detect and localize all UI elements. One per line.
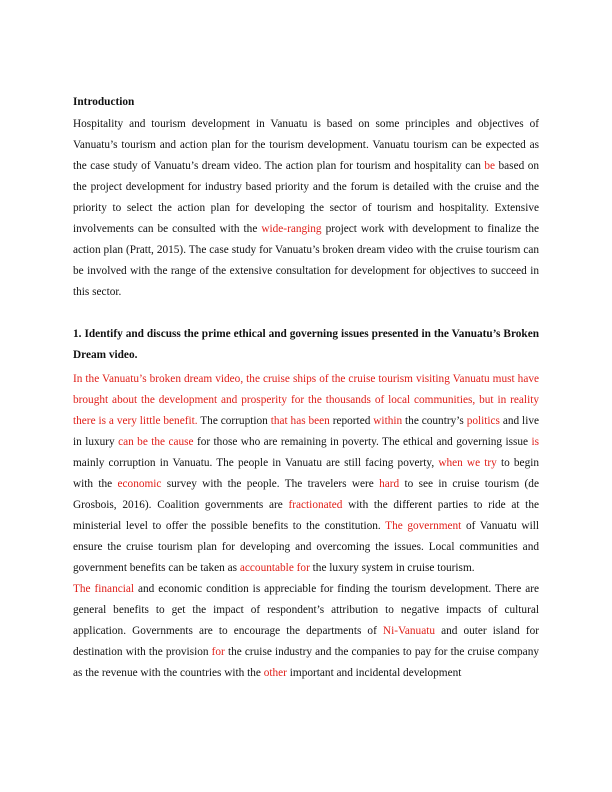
highlighted-text-run: for: [211, 646, 225, 658]
question-1-heading: 1. Identify and discuss the prime ethical and governing issues presented in the Vanuatu’s Broken Dream video.: [73, 328, 539, 361]
text-run: project work with development to finalize the action plan (Pratt, 2015). The case study for Vanuatu’s broken dream video with the cruise tourism can be involved with the range of the extensive consultation for development for objectives to succeed in this sector.: [73, 223, 539, 298]
text-run: to begin with the: [73, 457, 539, 490]
text-run: of Vanuatu will ensure the cruise tourism plan for developing and overcoming the issues. Local communities and government benefits can be taken as: [73, 520, 539, 574]
highlighted-text-run: hard: [379, 478, 400, 490]
highlighted-text-run: politics: [466, 415, 500, 427]
highlighted-text-run: fractionated: [288, 499, 343, 511]
text-run: The corruption: [197, 415, 271, 427]
highlighted-text-run: other: [263, 667, 287, 679]
highlighted-text-run: within: [373, 415, 403, 427]
highlighted-text-run: when we try: [438, 457, 497, 469]
document-body: [73, 92, 539, 684]
text-run: and live in luxury: [73, 415, 539, 448]
text-run: the luxury system in cruise tourism.: [309, 562, 475, 574]
text-run: for those who are remaining in poverty. The ethical and governing issue: [193, 436, 532, 448]
highlighted-text-run: is: [531, 436, 539, 448]
text-run: the country’s: [402, 415, 467, 427]
text-run: reported: [329, 415, 374, 427]
text-run: to see in cruise tourism (de Grosbois, 2016). Coalition governments are: [73, 478, 539, 511]
text-run: based on the project development for industry based priority and the forum is detailed with the cruise and the priority to select the action plan for developing the sector of tourism and hospitality. Extensive involvements can be consulted with the: [73, 160, 539, 235]
introduction-heading: Introduction: [73, 96, 135, 108]
highlighted-text-run: accountable for: [239, 562, 310, 574]
highlighted-text-run: can be the cause: [118, 436, 194, 448]
highlighted-text-run: Ni-Vanuatu: [382, 625, 435, 637]
text-run: with the different parties to ride at the ministerial level to offer the possible benefits to the constitution.: [73, 499, 539, 532]
highlighted-text-run: In the Vanuatu’s broken dream video, the cruise ships of the cruise tourism visiting Vanuatu must have brought about the development and prosperity for the thousands of local communities, but in reality there is a very little benefit.: [73, 373, 539, 427]
highlighted-text-run: economic: [117, 478, 162, 490]
highlighted-text-run: The financial: [73, 583, 135, 595]
text-run: the cruise industry and the companies to pay for the cruise company as the revenue with the countries with the: [73, 646, 539, 679]
highlighted-text-run: that has been: [270, 415, 330, 427]
text-run: Hospitality and tourism development in Vanuatu is based on some principles and objectives of Vanuatu’s tourism and action plan for the tourism development. Vanuatu tourism can be expected as the case study of Vanuatu’s dream video. The action plan for tourism and hospitality can: [73, 118, 539, 172]
text-run: and outer island for destination with the provision: [73, 625, 539, 658]
question-1-paragraph-1: [73, 369, 539, 579]
text-run: and economic condition is appreciable for finding the tourism development. There are general benefits to get the impact of respondent’s attribution to negative impacts of cultural application. Governments are to encourage the departments of: [73, 583, 540, 637]
text-run: survey with the people. The travelers were: [161, 478, 380, 490]
text-run: important and incidental development: [286, 667, 462, 679]
text-run: mainly corruption in Vanuatu. The people in Vanuatu are still facing poverty,: [73, 457, 439, 469]
question-1-paragraph-2: [73, 579, 539, 684]
introduction-paragraph: [73, 114, 539, 303]
highlighted-text-run: wide-ranging: [261, 223, 322, 235]
highlighted-text-run: The government: [385, 520, 462, 532]
highlighted-text-run: be: [484, 160, 496, 172]
